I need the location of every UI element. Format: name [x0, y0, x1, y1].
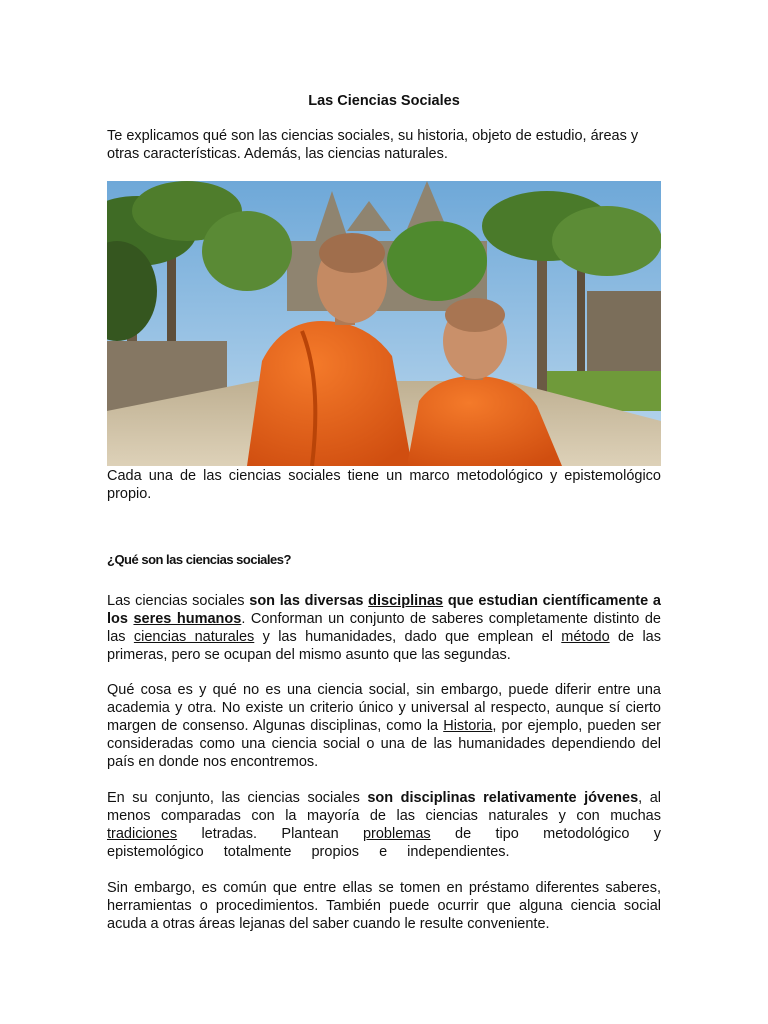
paragraph-4: Sin embargo, es común que entre ellas se tomen en préstamo diferentes saberes, herramientas o procedimientos. También puede ocurrir que alguna ciencia social acuda a otras áreas lejanas del saber cuando le resulte conveniente.: [107, 880, 661, 932]
p1-bold-2: que estudian científicamente a los: [107, 593, 661, 627]
monks-photo: [107, 181, 661, 466]
section-heading: ¿Qué son las ciencias sociales?: [107, 552, 291, 567]
link-problemas[interactable]: problemas: [362, 826, 431, 842]
p3-text: En su conjunto, las ciencias sociales: [107, 790, 368, 806]
p2-text-2: , por ejemplo, pueden ser consideradas como una ciencia social o una de las humanidades dependiendo del país en donde nos encontremos.: [107, 718, 662, 770]
p1-bold: son las diversas: [249, 593, 369, 609]
paragraph-1: [107, 592, 661, 664]
link-seres-humanos[interactable]: seres humanos: [133, 611, 242, 627]
paragraph-3: [107, 789, 661, 861]
paragraph-2: [107, 681, 661, 771]
page-title: Las Ciencias Sociales: [308, 93, 460, 109]
p2-text: Qué cosa es y qué no es una ciencia social, sin embargo, puede diferir entre una academia y otra. No existe un criterio único y universal al respecto, aunque sí cierto margen de consenso. Algunas disciplinas, como la: [107, 682, 661, 734]
photo-caption: Cada una de las ciencias sociales tiene un marco metodológico y epistemológico propio.: [107, 468, 661, 502]
p1-text-2: . Conforman un conjunto de saberes completamente distinto de las: [107, 611, 661, 645]
p1-text: Las ciencias sociales: [107, 593, 250, 609]
p3-bold: son disciplinas relativamente jóvenes: [367, 790, 639, 806]
p1-text-3: y las humanidades, dado que emplean el: [254, 629, 562, 645]
link-historia[interactable]: Historia: [443, 718, 493, 734]
link-ciencias-naturales[interactable]: ciencias naturales: [133, 629, 255, 645]
p3-text-2: , al menos comparadas con la mayoría de las ciencias naturales y con muchas: [107, 790, 661, 824]
link-tradiciones[interactable]: tradiciones: [107, 826, 178, 842]
p1-text-4: de las primeras, pero se ocupan del mismo asunto que las segundas.: [107, 629, 661, 663]
link-metodo[interactable]: método: [561, 629, 610, 645]
p3-text-4: de tipo metodológico y epistemológico totalmente propios e independientes.: [107, 826, 661, 860]
intro-paragraph: Te explicamos qué son las ciencias sociales, su historia, objeto de estudio, áreas y otras características. Además, las ciencias naturales.: [107, 128, 639, 162]
link-disciplinas[interactable]: disciplinas: [368, 593, 444, 609]
p3-text-3: letradas. Plantean: [177, 826, 363, 842]
